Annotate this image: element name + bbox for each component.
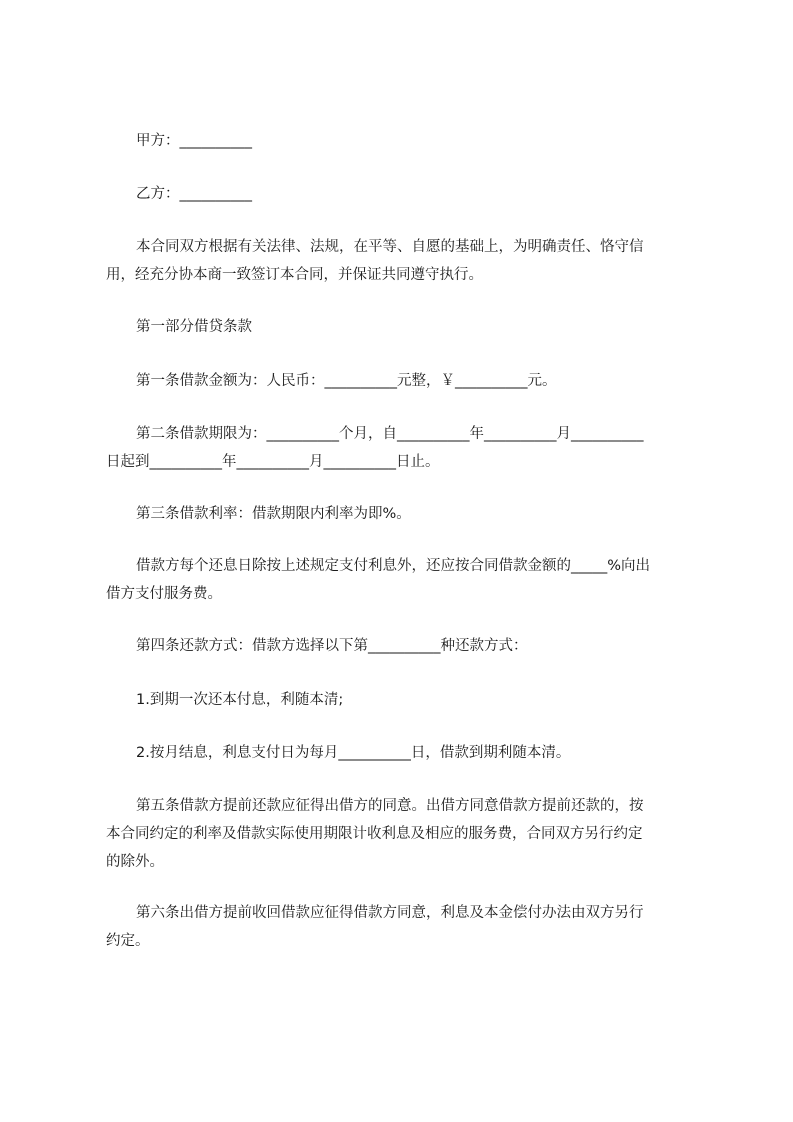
article-6 xyxy=(106,899,701,955)
option-1-text: 1.到期一次还本付息，利随本清; xyxy=(136,692,344,708)
article-2-line-1: 第二条借款期限为：__________个月，自__________年__________月__________ xyxy=(136,426,644,442)
preamble-line-2: 用，经充分协本商一致签订本合同，并保证共同遵守执行。 xyxy=(106,267,483,283)
option-2-text: 2.按月结息，利息支付日为每月__________日，借款到期利随本清。 xyxy=(136,745,571,761)
article-6-line-1: 第六条出借方提前收回借款应征得借款方同意，利息及本金偿付办法由双方另行 xyxy=(136,905,644,921)
party-a-line xyxy=(106,127,701,155)
article-6-line-2: 约定。 xyxy=(106,933,150,949)
article-5-line-2: 本合同约定的利率及借款实际使用期限计收利息及相应的服务费，合同双方另行约定 xyxy=(106,826,643,842)
party-b-text: 乙方：__________ xyxy=(136,186,252,202)
article-5-line-1: 第五条借款方提前还款应征得出借方的同意。出借方同意借款方提前还款的，按 xyxy=(136,798,644,814)
article-1 xyxy=(106,367,701,395)
article-4-text: 第四条还款方式：借款方选择以下第__________种还款方式： xyxy=(136,638,528,654)
part1-title-text: 第一部分借贷条款 xyxy=(136,319,252,335)
repayment-option-1 xyxy=(106,686,701,714)
repayment-option-2 xyxy=(106,739,701,767)
party-a-text: 甲方：__________ xyxy=(136,133,252,149)
article-3 xyxy=(106,500,701,528)
service-fee-paragraph xyxy=(106,552,701,608)
article-3-text: 第三条借款利率：借款期限内利率为即%。 xyxy=(136,506,411,522)
article-5 xyxy=(106,792,701,876)
article-5-line-3: 的除外。 xyxy=(106,854,164,870)
party-b-line xyxy=(106,180,701,208)
part1-title xyxy=(106,313,701,341)
article-1-text: 第一条借款金额为：人民币：__________元整，￥__________元。 xyxy=(136,373,557,389)
article-2-line-2: 日起到__________年__________月__________日止。 xyxy=(106,454,440,470)
article-4 xyxy=(106,632,701,660)
article-2 xyxy=(106,420,701,476)
preamble-line-1: 本合同双方根据有关法律、法规，在平等、自愿的基础上，为明确责任、恪守信 xyxy=(136,239,644,255)
service-fee-line-1: 借款方每个还息日除按上述规定支付利息外，还应按合同借款金额的_____%向出 xyxy=(136,558,651,574)
preamble-paragraph xyxy=(106,233,701,289)
service-fee-line-2: 借方支付服务费。 xyxy=(106,586,222,602)
